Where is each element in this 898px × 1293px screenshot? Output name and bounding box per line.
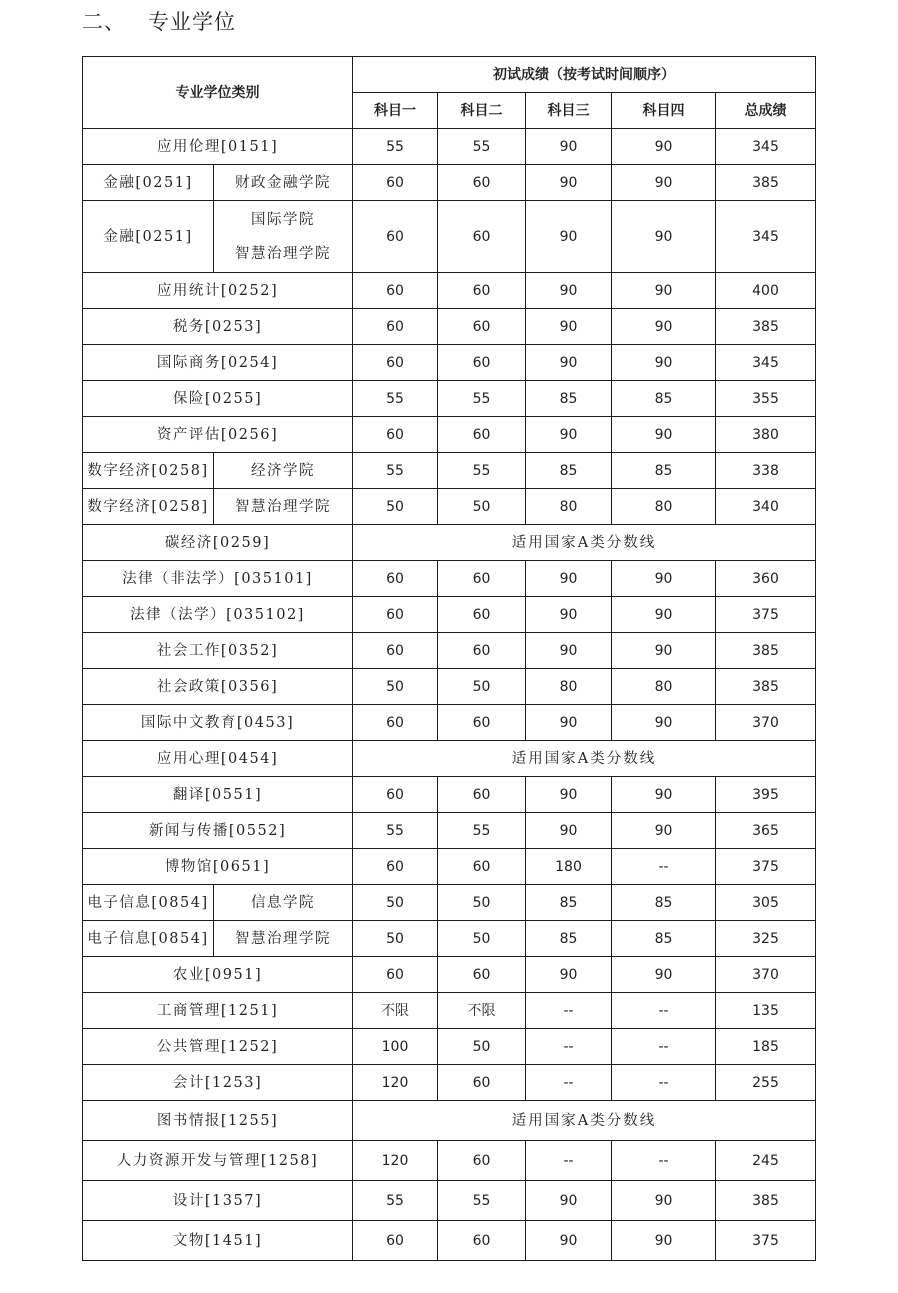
table-row xyxy=(83,885,816,921)
category-name: 应用伦理[0151] xyxy=(83,129,353,165)
category-name: 设计[1357] xyxy=(83,1181,353,1221)
score-subject-2: 60 xyxy=(438,417,526,453)
score-subject-4: 90 xyxy=(612,417,716,453)
table-row xyxy=(83,309,816,345)
score-subject-3: 90 xyxy=(526,1221,612,1261)
score-subject-1: 50 xyxy=(353,885,438,921)
table-row xyxy=(83,1221,816,1261)
header-subject-2: 科目二 xyxy=(438,93,526,129)
category-name: 法律（法学）[035102] xyxy=(83,597,353,633)
header-subject-3: 科目三 xyxy=(526,93,612,129)
score-subject-2: 50 xyxy=(438,669,526,705)
score-total: 185 xyxy=(716,1029,816,1065)
score-subject-1: 120 xyxy=(353,1065,438,1101)
score-subject-3: 90 xyxy=(526,165,612,201)
score-subject-2: 60 xyxy=(438,705,526,741)
score-subject-1: 60 xyxy=(353,957,438,993)
table-row xyxy=(83,597,816,633)
category-name: 社会政策[0356] xyxy=(83,669,353,705)
score-subject-4: 80 xyxy=(612,489,716,525)
score-subject-4: -- xyxy=(612,993,716,1029)
score-subject-3: 85 xyxy=(526,921,612,957)
category-name: 应用心理[0454] xyxy=(83,741,353,777)
category-name: 社会工作[0352] xyxy=(83,633,353,669)
category-name: 数字经济[0258] xyxy=(83,453,214,489)
score-total: 345 xyxy=(716,345,816,381)
score-subject-2: 55 xyxy=(438,813,526,849)
category-name: 电子信息[0854] xyxy=(83,921,214,957)
score-subject-2: 50 xyxy=(438,885,526,921)
college-name-line: 国际学院 xyxy=(251,211,315,228)
score-subject-2: 55 xyxy=(438,129,526,165)
score-subject-1: 60 xyxy=(353,1221,438,1261)
score-subject-4: 90 xyxy=(612,705,716,741)
score-subject-1: 不限 xyxy=(353,993,438,1029)
table-row xyxy=(83,165,816,201)
score-subject-4: 90 xyxy=(612,1221,716,1261)
category-name: 翻译[0551] xyxy=(83,777,353,813)
score-subject-2: 60 xyxy=(438,777,526,813)
category-name: 博物馆[0651] xyxy=(83,849,353,885)
college-name: 经济学院 xyxy=(214,453,353,489)
score-subject-3: 90 xyxy=(526,345,612,381)
category-name: 公共管理[1252] xyxy=(83,1029,353,1065)
table-row xyxy=(83,1029,816,1065)
category-name: 会计[1253] xyxy=(83,1065,353,1101)
category-name: 法律（非法学）[035101] xyxy=(83,561,353,597)
table-row xyxy=(83,345,816,381)
score-subject-4: 80 xyxy=(612,669,716,705)
score-total: 345 xyxy=(716,201,816,273)
score-total: 355 xyxy=(716,381,816,417)
table-row xyxy=(83,741,816,777)
table-row xyxy=(83,129,816,165)
score-subject-3: -- xyxy=(526,1029,612,1065)
header-total: 总成绩 xyxy=(716,93,816,129)
score-subject-3: 90 xyxy=(526,633,612,669)
score-subject-2: 55 xyxy=(438,1181,526,1221)
header-category: 专业学位类别 xyxy=(83,57,353,129)
score-subject-3: 90 xyxy=(526,1181,612,1221)
score-subject-3: 85 xyxy=(526,381,612,417)
header-subject-4: 科目四 xyxy=(612,93,716,129)
score-subject-2: 60 xyxy=(438,1141,526,1181)
category-name: 国际中文教育[0453] xyxy=(83,705,353,741)
score-subject-3: -- xyxy=(526,1141,612,1181)
table-body xyxy=(83,129,816,1261)
table-row xyxy=(83,777,816,813)
section-title: 专业学位 xyxy=(148,10,236,34)
score-subject-4: 85 xyxy=(612,885,716,921)
score-subject-4: -- xyxy=(612,1065,716,1101)
score-subject-2: 55 xyxy=(438,381,526,417)
category-name: 数字经济[0258] xyxy=(83,489,214,525)
college-name: 智慧治理学院 xyxy=(214,921,353,957)
score-total: 385 xyxy=(716,309,816,345)
category-name: 新闻与传播[0552] xyxy=(83,813,353,849)
score-subject-3: 80 xyxy=(526,669,612,705)
category-name: 应用统计[0252] xyxy=(83,273,353,309)
score-total: 370 xyxy=(716,705,816,741)
category-name: 工商管理[1251] xyxy=(83,993,353,1029)
score-subject-1: 60 xyxy=(353,597,438,633)
score-subject-2: 60 xyxy=(438,273,526,309)
score-subject-3: 90 xyxy=(526,957,612,993)
score-subject-1: 120 xyxy=(353,1141,438,1181)
score-subject-2: 60 xyxy=(438,561,526,597)
category-name: 文物[1451] xyxy=(83,1221,353,1261)
score-total: 370 xyxy=(716,957,816,993)
score-subject-1: 60 xyxy=(353,633,438,669)
score-total: 380 xyxy=(716,417,816,453)
score-subject-1: 55 xyxy=(353,129,438,165)
table-row xyxy=(83,201,816,273)
category-name: 金融[0251] xyxy=(83,165,214,201)
section-number: 二、 xyxy=(82,10,126,34)
score-subject-3: 180 xyxy=(526,849,612,885)
category-name: 国际商务[0254] xyxy=(83,345,353,381)
table-row xyxy=(83,669,816,705)
score-subject-2: 60 xyxy=(438,201,526,273)
score-subject-1: 60 xyxy=(353,777,438,813)
score-subject-4: -- xyxy=(612,849,716,885)
score-subject-4: -- xyxy=(612,1029,716,1065)
score-subject-1: 60 xyxy=(353,165,438,201)
category-name: 碳经济[0259] xyxy=(83,525,353,561)
table-row xyxy=(83,813,816,849)
score-subject-4: 85 xyxy=(612,921,716,957)
score-subject-4: 90 xyxy=(612,345,716,381)
category-name: 资产评估[0256] xyxy=(83,417,353,453)
score-subject-1: 60 xyxy=(353,273,438,309)
score-subject-1: 60 xyxy=(353,309,438,345)
score-subject-1: 50 xyxy=(353,489,438,525)
score-total: 305 xyxy=(716,885,816,921)
section-heading xyxy=(82,6,236,36)
score-subject-3: 90 xyxy=(526,201,612,273)
score-subject-1: 50 xyxy=(353,669,438,705)
table-row xyxy=(83,561,816,597)
college-name-line: 智慧治理学院 xyxy=(235,245,331,262)
header-score-group: 初试成绩（按考试时间顺序） xyxy=(353,57,816,93)
table-row xyxy=(83,1101,816,1141)
category-name: 电子信息[0854] xyxy=(83,885,214,921)
category-name: 农业[0951] xyxy=(83,957,353,993)
score-subject-4: 90 xyxy=(612,597,716,633)
table-row xyxy=(83,381,816,417)
table-row xyxy=(83,1181,816,1221)
score-subject-4: 85 xyxy=(612,453,716,489)
score-subject-3: -- xyxy=(526,993,612,1029)
college-name: 信息学院 xyxy=(214,885,353,921)
score-subject-3: 85 xyxy=(526,453,612,489)
score-subject-1: 60 xyxy=(353,417,438,453)
table-row xyxy=(83,525,816,561)
table-row xyxy=(83,1141,816,1181)
score-total: 375 xyxy=(716,1221,816,1261)
score-subject-3: -- xyxy=(526,1065,612,1101)
national-line-note: 适用国家A类分数线 xyxy=(353,741,816,777)
score-subject-4: 90 xyxy=(612,633,716,669)
score-subject-3: 90 xyxy=(526,129,612,165)
score-subject-3: 80 xyxy=(526,489,612,525)
score-subject-2: 不限 xyxy=(438,993,526,1029)
score-total: 375 xyxy=(716,849,816,885)
score-subject-1: 55 xyxy=(353,453,438,489)
score-total: 395 xyxy=(716,777,816,813)
score-subject-4: 90 xyxy=(612,1181,716,1221)
score-subject-2: 60 xyxy=(438,957,526,993)
score-subject-4: 90 xyxy=(612,273,716,309)
score-subject-2: 60 xyxy=(438,597,526,633)
score-subject-1: 55 xyxy=(353,813,438,849)
score-subject-3: 90 xyxy=(526,777,612,813)
table-row xyxy=(83,273,816,309)
score-subject-4: 90 xyxy=(612,201,716,273)
score-total: 360 xyxy=(716,561,816,597)
table-row xyxy=(83,453,816,489)
score-total: 345 xyxy=(716,129,816,165)
score-subject-4: 90 xyxy=(612,813,716,849)
score-subject-2: 50 xyxy=(438,921,526,957)
college-name xyxy=(214,201,353,273)
score-total: 385 xyxy=(716,633,816,669)
score-subject-3: 90 xyxy=(526,561,612,597)
table-row xyxy=(83,489,816,525)
score-subject-1: 60 xyxy=(353,561,438,597)
score-subject-4: 90 xyxy=(612,777,716,813)
table-row xyxy=(83,1065,816,1101)
category-name: 人力资源开发与管理[1258] xyxy=(83,1141,353,1181)
national-line-note: 适用国家A类分数线 xyxy=(353,1101,816,1141)
score-subject-3: 90 xyxy=(526,597,612,633)
college-name: 财政金融学院 xyxy=(214,165,353,201)
score-total: 385 xyxy=(716,1181,816,1221)
score-subject-2: 60 xyxy=(438,633,526,669)
score-subject-4: -- xyxy=(612,1141,716,1181)
score-subject-1: 60 xyxy=(353,705,438,741)
score-subject-3: 90 xyxy=(526,309,612,345)
score-subject-4: 90 xyxy=(612,165,716,201)
category-name: 图书情报[1255] xyxy=(83,1101,353,1141)
score-subject-4: 90 xyxy=(612,129,716,165)
score-subject-1: 100 xyxy=(353,1029,438,1065)
score-subject-2: 50 xyxy=(438,489,526,525)
score-subject-4: 90 xyxy=(612,957,716,993)
score-total: 325 xyxy=(716,921,816,957)
score-subject-3: 85 xyxy=(526,885,612,921)
score-subject-1: 60 xyxy=(353,345,438,381)
score-subject-2: 55 xyxy=(438,453,526,489)
table-row xyxy=(83,417,816,453)
table-row xyxy=(83,921,816,957)
score-subject-3: 90 xyxy=(526,417,612,453)
score-subject-2: 60 xyxy=(438,309,526,345)
score-total: 400 xyxy=(716,273,816,309)
score-total: 365 xyxy=(716,813,816,849)
score-subject-2: 50 xyxy=(438,1029,526,1065)
table-row xyxy=(83,993,816,1029)
college-name: 智慧治理学院 xyxy=(214,489,353,525)
category-name: 金融[0251] xyxy=(83,201,214,273)
table-row xyxy=(83,705,816,741)
score-subject-3: 90 xyxy=(526,813,612,849)
score-subject-1: 55 xyxy=(353,381,438,417)
score-subject-1: 55 xyxy=(353,1181,438,1221)
cutoff-score-table xyxy=(82,56,816,1261)
score-subject-2: 60 xyxy=(438,1221,526,1261)
score-subject-3: 90 xyxy=(526,705,612,741)
national-line-note: 适用国家A类分数线 xyxy=(353,525,816,561)
score-subject-4: 90 xyxy=(612,309,716,345)
score-subject-4: 85 xyxy=(612,381,716,417)
score-total: 375 xyxy=(716,597,816,633)
score-subject-2: 60 xyxy=(438,849,526,885)
score-total: 385 xyxy=(716,165,816,201)
score-total: 135 xyxy=(716,993,816,1029)
score-subject-2: 60 xyxy=(438,345,526,381)
header-subject-1: 科目一 xyxy=(353,93,438,129)
table-row xyxy=(83,957,816,993)
table-row xyxy=(83,849,816,885)
score-subject-2: 60 xyxy=(438,1065,526,1101)
score-subject-2: 60 xyxy=(438,165,526,201)
score-total: 255 xyxy=(716,1065,816,1101)
score-subject-3: 90 xyxy=(526,273,612,309)
score-subject-1: 50 xyxy=(353,921,438,957)
score-total: 338 xyxy=(716,453,816,489)
category-name: 税务[0253] xyxy=(83,309,353,345)
table-row xyxy=(83,633,816,669)
score-total: 385 xyxy=(716,669,816,705)
score-subject-1: 60 xyxy=(353,201,438,273)
score-subject-1: 60 xyxy=(353,849,438,885)
score-total: 245 xyxy=(716,1141,816,1181)
score-total: 340 xyxy=(716,489,816,525)
category-name: 保险[0255] xyxy=(83,381,353,417)
score-subject-4: 90 xyxy=(612,561,716,597)
